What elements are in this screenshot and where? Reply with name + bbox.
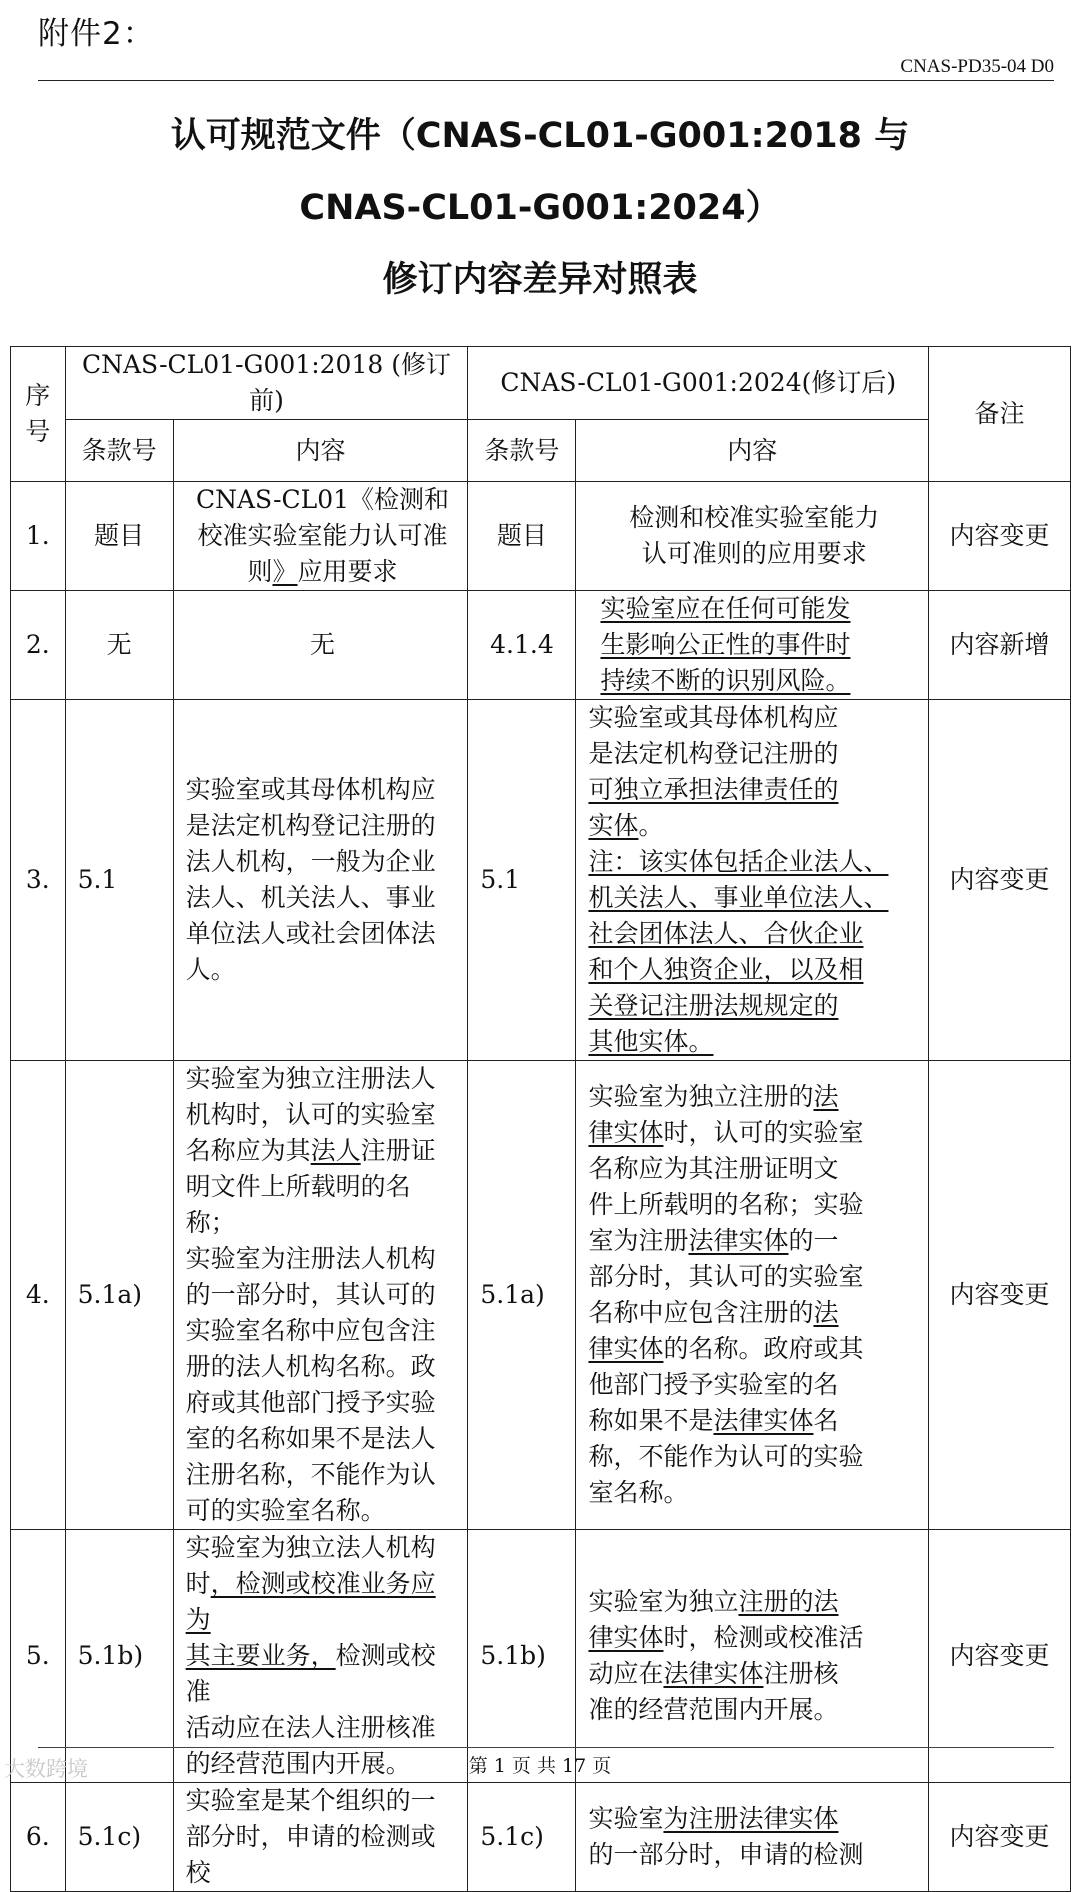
old-content (173, 1783, 468, 1892)
new-clause: 5.1a) (468, 1061, 576, 1530)
new-clause: 4.1.4 (468, 591, 576, 700)
row-seq: 4. (11, 1061, 66, 1530)
title-line-3: 修订内容差异对照表 (382, 260, 698, 300)
table-row (11, 700, 1071, 1061)
header-seq: 序号 (11, 347, 66, 482)
cell-text: 实验室或其母体机构应 是法定机构登记注册的 (588, 703, 839, 768)
attachment-label: 附件2： (38, 16, 155, 52)
watermark: 大数跨境 (4, 1757, 88, 1781)
cell-text: 无 (310, 630, 336, 659)
header-rule (38, 80, 1054, 81)
new-content (576, 1783, 929, 1892)
row-seq: 3. (11, 700, 66, 1061)
cell-text: 时，检测或校准活 动应在 (588, 1623, 864, 1688)
header-new-content: 内容 (576, 420, 929, 482)
remark: 内容变更 (929, 700, 1071, 1061)
table-row (11, 482, 1071, 591)
cell-text: 的一部分时，申请的检测 (588, 1840, 864, 1869)
cell-text: 实验室为独立法人机构 时 (185, 1533, 436, 1598)
new-content (576, 1061, 929, 1530)
underlined-revision-text: 注册的法 律实体 (588, 1587, 839, 1652)
cell-text: 注册核 准的经营范围内开展。 (588, 1659, 839, 1724)
underlined-revision-text: 法律实体 (688, 1226, 789, 1255)
new-content (576, 591, 929, 700)
new-clause: 5.1c) (468, 1783, 576, 1892)
underlined-revision-text: 法律实体 (663, 1659, 764, 1688)
cell-text: 检测或校准 活动应在法人注册核准 的经营范围内开展。 (185, 1641, 436, 1778)
cell-text: 。 (638, 811, 664, 840)
old-content (173, 482, 468, 591)
underlined-revision-text: 法人 (310, 1136, 361, 1165)
header-remark: 备注 (929, 347, 1071, 482)
underlined-revision-text: 可独立承担法律责任的 实体 (588, 775, 839, 840)
remark: 内容变更 (929, 482, 1071, 591)
header-new-version: CNAS-CL01-G001:2024(修订后) (468, 347, 929, 420)
old-content (173, 1061, 468, 1530)
underlined-revision-text: 为注册法律实体 (663, 1804, 839, 1833)
cell-text: 实验室 (588, 1804, 664, 1833)
header-old-clause: 条款号 (65, 420, 173, 482)
new-clause: 题目 (468, 482, 576, 591)
underlined-revision-text: 》 (272, 557, 298, 586)
table-row (11, 1530, 1071, 1783)
new-content (576, 1530, 929, 1783)
underlined-revision-text: 法 律实体 (588, 1082, 839, 1147)
remark: 内容变更 (929, 1530, 1071, 1783)
remark: 内容新增 (929, 591, 1071, 700)
underlined-revision-text: 注：该实体包括企业法人、 机关法人、事业单位法人、 社会团体法人、合伙企业 和个人独资企业，以及相 关登记注册法规规定的 其他实体。 (588, 847, 889, 1056)
new-content (576, 700, 929, 1061)
row-seq: 1. (11, 482, 66, 591)
underlined-revision-text: 法律实体 (713, 1406, 814, 1435)
cell-text: 注册证 明文件上所载明的名称； 实验室为注册法人机构 的一部分时，其认可的 实验室名称中应包含注 册的法人机构名称。政 府或其他部门授予实验 室的名称如果不是法人 注册名称，不能作为认 可的实验室名称。 (185, 1136, 436, 1525)
old-content (173, 700, 468, 1061)
cell-text: 时，认可的实验室 名称应为其注册证明文 件上所载明的名称；实验 室为注册 (588, 1118, 864, 1255)
footer-rule (38, 1747, 1054, 1748)
row-seq: 5. (11, 1530, 66, 1783)
underlined-revision-text: 法 律实体 (588, 1298, 839, 1363)
new-clause: 5.1 (468, 700, 576, 1061)
document-code: CNAS-PD35-04 D0 (900, 56, 1054, 77)
remark: 内容变更 (929, 1061, 1071, 1530)
header-new-clause: 条款号 (468, 420, 576, 482)
cell-text: 实验室为独立 (588, 1587, 739, 1616)
cell-text: 的一 部分时，其认可的实验室 名称中应包含注册的 (588, 1226, 864, 1327)
old-clause: 无 (65, 591, 173, 700)
remark: 内容变更 (929, 1783, 1071, 1892)
underlined-revision-text: ，检测或校准业务应为 其主要业务， (185, 1569, 436, 1670)
row-seq: 2. (11, 591, 66, 700)
new-content (576, 482, 929, 591)
cell-text: CNAS-CL01《检测和 校准实验室能力认可准 则 (195, 485, 450, 586)
old-clause: 5.1a) (65, 1061, 173, 1530)
header-old-content: 内容 (173, 420, 468, 482)
cell-text: 的名称。政府或其 他部门授予实验室的名 称如果不是 (588, 1334, 864, 1435)
old-clause: 题目 (65, 482, 173, 591)
cell-text: 名 称，不能作为认可的实验 室名称。 (588, 1406, 864, 1507)
cell-text: 实验室为独立注册法人 机构时，认可的实验室 名称应为其 (185, 1064, 436, 1165)
row-seq: 6. (11, 1783, 66, 1892)
old-content (173, 591, 468, 700)
old-content (173, 1530, 468, 1783)
old-clause: 5.1c) (65, 1783, 173, 1892)
revision-comparison-table (10, 346, 1071, 1892)
title-line-2: CNAS-CL01-G001:2024） (299, 188, 781, 228)
cell-text: 实验室或其母体机构应 是法定机构登记注册的 法人机构，一般为企业 法人、机关法人、事业 单位法人或社会团体法 人。 (185, 775, 436, 984)
title-line-1: 认可规范文件（CNAS-CL01-G001:2018 与 (170, 116, 910, 156)
cell-text: 实验室是某个组织的一 部分时，申请的检测或校 (185, 1786, 436, 1887)
cell-text: 应用要求 (297, 557, 398, 586)
new-clause: 5.1b) (468, 1530, 576, 1783)
page-number: 第 1 页 共 17 页 (468, 1755, 612, 1777)
table-row (11, 1061, 1071, 1530)
table-row (11, 591, 1071, 700)
header-old-version: CNAS-CL01-G001:2018 (修订前) (65, 347, 468, 420)
table-row (11, 1783, 1071, 1892)
old-clause: 5.1 (65, 700, 173, 1061)
cell-text: 实验室为独立注册的 (588, 1082, 814, 1111)
old-clause: 5.1b) (65, 1530, 173, 1783)
cell-text: 检测和校准实验室能力 认可准则的应用要求 (629, 503, 880, 568)
underlined-revision-text: 实验室应在任何可能发 生影响公正性的事件时 持续不断的识别风险。 (600, 594, 851, 695)
